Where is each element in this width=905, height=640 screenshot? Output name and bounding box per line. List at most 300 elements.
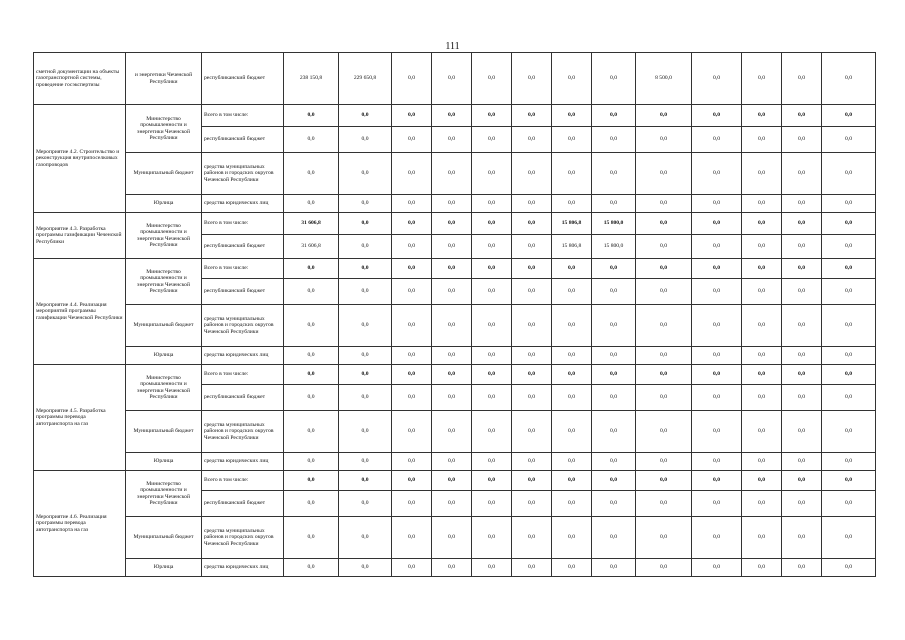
value-cell: 0,0 — [472, 559, 512, 577]
value-cell: 0,0 — [692, 453, 742, 471]
value-cell: 0,0 — [512, 53, 552, 105]
value-cell: 0,0 — [692, 279, 742, 305]
value-cell: 0,0 — [432, 195, 472, 213]
value-cell: 0,0 — [742, 471, 782, 491]
value-cell: 0,0 — [592, 195, 636, 213]
value-cell: 0,0 — [512, 471, 552, 491]
value-cell: 0,0 — [742, 153, 782, 195]
executor-cell: Министерство промышленности и энергетики Чеченской Республики — [126, 365, 202, 411]
executor-cell: Министерство промышленности и энергетики Чеченской Республики — [126, 105, 202, 153]
value-cell: 0,0 — [512, 411, 552, 453]
value-cell: 0,0 — [472, 411, 512, 453]
value-cell: 0,0 — [392, 105, 432, 127]
executor-cell: Юрлица — [126, 453, 202, 471]
value-cell: 0,0 — [782, 517, 822, 559]
value-cell: 0,0 — [822, 53, 876, 105]
value-cell: 0,0 — [592, 453, 636, 471]
funding-source-cell: средства муниципальных районов и городских округов Чеченской Республики — [202, 153, 284, 195]
value-cell: 0,0 — [552, 105, 592, 127]
value-cell: 0,0 — [552, 305, 592, 347]
value-cell: 0,0 — [552, 195, 592, 213]
value-cell: 0,0 — [512, 127, 552, 153]
value-cell: 238 150,8 — [284, 53, 339, 105]
value-cell: 0,0 — [284, 471, 339, 491]
page-number: 111 — [445, 41, 460, 52]
value-cell: 0,0 — [782, 411, 822, 453]
value-cell: 0,0 — [284, 279, 339, 305]
value-cell: 0,0 — [472, 153, 512, 195]
value-cell: 0,0 — [432, 491, 472, 517]
value-cell: 0,0 — [636, 559, 692, 577]
value-cell: 0,0 — [339, 305, 392, 347]
value-cell: 0,0 — [742, 305, 782, 347]
activity-cell: Мероприятие 4.5. Разработка программы перевода автотранспорта на газ — [34, 365, 126, 471]
value-cell: 0,0 — [339, 127, 392, 153]
value-cell: 0,0 — [636, 105, 692, 127]
value-cell: 0,0 — [284, 453, 339, 471]
funding-source-cell: республиканский бюджет — [202, 53, 284, 105]
value-cell: 229 650,8 — [339, 53, 392, 105]
table-row — [34, 153, 876, 195]
funding-source-cell: республиканский бюджет — [202, 385, 284, 411]
funding-source-cell: средства юридических лиц — [202, 559, 284, 577]
value-cell: 0,0 — [742, 491, 782, 517]
value-cell: 0,0 — [512, 559, 552, 577]
value-cell: 15 806,8 — [552, 213, 592, 235]
value-cell: 31 606,8 — [284, 213, 339, 235]
value-cell: 0,0 — [552, 127, 592, 153]
value-cell: 0,0 — [512, 105, 552, 127]
value-cell: 0,0 — [692, 491, 742, 517]
value-cell: 0,0 — [512, 213, 552, 235]
value-cell: 0,0 — [822, 195, 876, 213]
value-cell: 0,0 — [636, 195, 692, 213]
activity-cell: Мероприятие 4.3. Разработка программы газификации Чеченской Республики — [34, 213, 126, 259]
value-cell: 0,0 — [392, 305, 432, 347]
value-cell: 0,0 — [392, 411, 432, 453]
funding-source-cell: республиканский бюджет — [202, 279, 284, 305]
value-cell: 0,0 — [636, 347, 692, 365]
value-cell: 0,0 — [636, 127, 692, 153]
value-cell: 0,0 — [782, 153, 822, 195]
value-cell: 0,0 — [472, 279, 512, 305]
value-cell: 0,0 — [284, 305, 339, 347]
value-cell: 0,0 — [392, 453, 432, 471]
value-cell: 0,0 — [782, 471, 822, 491]
funding-source-cell: республиканский бюджет — [202, 127, 284, 153]
funding-source-cell: средства юридических лиц — [202, 453, 284, 471]
value-cell: 0,0 — [782, 279, 822, 305]
value-cell: 0,0 — [822, 471, 876, 491]
value-cell: 0,0 — [432, 235, 472, 259]
activity-cell: Мероприятие 4.2. Строительство и реконструкция внутрипоселковых газопроводов — [34, 105, 126, 213]
value-cell: 0,0 — [284, 127, 339, 153]
value-cell: 0,0 — [392, 259, 432, 279]
value-cell: 0,0 — [512, 305, 552, 347]
value-cell: 0,0 — [552, 491, 592, 517]
value-cell: 0,0 — [636, 517, 692, 559]
value-cell: 0,0 — [692, 347, 742, 365]
value-cell: 0,0 — [552, 347, 592, 365]
value-cell: 0,0 — [822, 491, 876, 517]
value-cell: 0,0 — [592, 347, 636, 365]
value-cell: 0,0 — [782, 235, 822, 259]
value-cell: 0,0 — [782, 559, 822, 577]
value-cell: 0,0 — [636, 305, 692, 347]
value-cell: 8 500,0 — [636, 53, 692, 105]
value-cell: 0,0 — [552, 517, 592, 559]
value-cell: 0,0 — [392, 559, 432, 577]
table-row — [34, 559, 876, 577]
activity-cell: Мероприятие 4.4. Реализация мероприятий программы газификации Чеченской Республики — [34, 259, 126, 365]
value-cell: 0,0 — [822, 559, 876, 577]
value-cell: 0,0 — [472, 213, 512, 235]
value-cell: 0,0 — [472, 127, 512, 153]
value-cell: 0,0 — [692, 235, 742, 259]
value-cell: 0,0 — [692, 471, 742, 491]
table-row — [34, 365, 876, 385]
value-cell: 0,0 — [742, 279, 782, 305]
table-row — [34, 411, 876, 453]
value-cell: 0,0 — [512, 235, 552, 259]
executor-cell: Юрлица — [126, 195, 202, 213]
value-cell: 0,0 — [636, 365, 692, 385]
value-cell: 0,0 — [472, 259, 512, 279]
value-cell: 0,0 — [636, 385, 692, 411]
value-cell: 0,0 — [782, 453, 822, 471]
value-cell: 0,0 — [432, 53, 472, 105]
value-cell: 0,0 — [392, 213, 432, 235]
value-cell: 0,0 — [742, 195, 782, 213]
value-cell: 0,0 — [339, 153, 392, 195]
value-cell: 0,0 — [512, 517, 552, 559]
value-cell: 0,0 — [692, 259, 742, 279]
executor-cell: Муниципальный бюджет — [126, 153, 202, 195]
value-cell: 0,0 — [284, 105, 339, 127]
value-cell: 0,0 — [742, 105, 782, 127]
executor-cell: Юрлица — [126, 559, 202, 577]
executor-cell: Муниципальный бюджет — [126, 517, 202, 559]
value-cell: 0,0 — [339, 235, 392, 259]
value-cell: 0,0 — [742, 365, 782, 385]
value-cell: 0,0 — [552, 471, 592, 491]
value-cell: 0,0 — [782, 305, 822, 347]
value-cell: 0,0 — [742, 517, 782, 559]
activity-cell: Мероприятие 4.6. Реализация программы перевода автотранспорта на газ — [34, 471, 126, 577]
value-cell: 0,0 — [432, 105, 472, 127]
value-cell: 0,0 — [284, 195, 339, 213]
value-cell: 0,0 — [822, 105, 876, 127]
value-cell: 0,0 — [392, 195, 432, 213]
value-cell: 0,0 — [432, 127, 472, 153]
value-cell: 0,0 — [432, 279, 472, 305]
value-cell: 0,0 — [822, 213, 876, 235]
value-cell: 0,0 — [822, 235, 876, 259]
value-cell: 0,0 — [432, 453, 472, 471]
funding-source-cell: Всего в том числе: — [202, 471, 284, 491]
value-cell: 0,0 — [552, 559, 592, 577]
executor-cell: Министерство промышленности и энергетики Чеченской Республики — [126, 259, 202, 305]
value-cell: 0,0 — [552, 279, 592, 305]
value-cell: 0,0 — [432, 305, 472, 347]
value-cell: 0,0 — [692, 559, 742, 577]
value-cell: 0,0 — [392, 385, 432, 411]
value-cell: 0,0 — [822, 453, 876, 471]
value-cell: 0,0 — [472, 491, 512, 517]
value-cell: 0,0 — [284, 517, 339, 559]
activity-cell: сметной документации на объекты газотранспортной системы, проведение госэкспертизы — [34, 53, 126, 105]
value-cell: 0,0 — [552, 153, 592, 195]
value-cell: 0,0 — [636, 235, 692, 259]
value-cell: 0,0 — [284, 385, 339, 411]
value-cell: 0,0 — [692, 305, 742, 347]
value-cell: 0,0 — [392, 53, 432, 105]
value-cell: 0,0 — [742, 385, 782, 411]
funding-source-cell: средства муниципальных районов и городских округов Чеченской Республики — [202, 411, 284, 453]
value-cell: 0,0 — [692, 385, 742, 411]
value-cell: 0,0 — [284, 365, 339, 385]
value-cell: 0,0 — [392, 491, 432, 517]
table-row — [34, 453, 876, 471]
value-cell: 0,0 — [284, 491, 339, 517]
value-cell: 0,0 — [822, 259, 876, 279]
value-cell: 0,0 — [742, 559, 782, 577]
value-cell: 0,0 — [692, 213, 742, 235]
value-cell: 0,0 — [636, 153, 692, 195]
table-row — [34, 305, 876, 347]
value-cell: 0,0 — [742, 411, 782, 453]
value-cell: 0,0 — [782, 491, 822, 517]
executor-cell: Министерство промышленности и энергетики Чеченской Республики — [126, 471, 202, 517]
value-cell: 0,0 — [636, 471, 692, 491]
value-cell: 0,0 — [432, 559, 472, 577]
value-cell: 0,0 — [692, 153, 742, 195]
value-cell: 0,0 — [392, 347, 432, 365]
funding-source-cell: средства юридических лиц — [202, 195, 284, 213]
value-cell: 0,0 — [392, 471, 432, 491]
value-cell: 0,0 — [472, 235, 512, 259]
value-cell: 0,0 — [472, 305, 512, 347]
value-cell: 0,0 — [822, 411, 876, 453]
table-row — [34, 517, 876, 559]
value-cell: 0,0 — [636, 491, 692, 517]
value-cell: 0,0 — [392, 153, 432, 195]
value-cell: 0,0 — [339, 365, 392, 385]
value-cell: 0,0 — [822, 365, 876, 385]
value-cell: 0,0 — [284, 411, 339, 453]
budget-table — [33, 52, 876, 577]
value-cell: 0,0 — [512, 365, 552, 385]
value-cell: 0,0 — [822, 127, 876, 153]
value-cell: 0,0 — [636, 213, 692, 235]
value-cell: 0,0 — [782, 127, 822, 153]
value-cell: 0,0 — [592, 53, 636, 105]
value-cell: 0,0 — [822, 305, 876, 347]
value-cell: 0,0 — [392, 365, 432, 385]
value-cell: 0,0 — [472, 365, 512, 385]
value-cell: 0,0 — [692, 127, 742, 153]
funding-source-cell: Всего в том числе: — [202, 259, 284, 279]
value-cell: 0,0 — [742, 453, 782, 471]
value-cell: 0,0 — [742, 347, 782, 365]
funding-source-cell: Всего в том числе: — [202, 365, 284, 385]
value-cell: 0,0 — [636, 411, 692, 453]
value-cell: 31 606,8 — [284, 235, 339, 259]
value-cell: 0,0 — [339, 471, 392, 491]
value-cell: 0,0 — [742, 127, 782, 153]
value-cell: 0,0 — [339, 347, 392, 365]
value-cell: 0,0 — [552, 453, 592, 471]
value-cell: 0,0 — [552, 365, 592, 385]
value-cell: 0,0 — [782, 347, 822, 365]
value-cell: 0,0 — [472, 385, 512, 411]
value-cell: 0,0 — [284, 347, 339, 365]
value-cell: 0,0 — [432, 213, 472, 235]
value-cell: 0,0 — [512, 153, 552, 195]
value-cell: 0,0 — [592, 305, 636, 347]
value-cell: 0,0 — [782, 53, 822, 105]
value-cell: 0,0 — [339, 517, 392, 559]
value-cell: 0,0 — [432, 153, 472, 195]
table-row — [34, 53, 876, 105]
executor-cell: Муниципальный бюджет — [126, 411, 202, 453]
value-cell: 0,0 — [392, 235, 432, 259]
value-cell: 0,0 — [636, 453, 692, 471]
value-cell: 0,0 — [339, 279, 392, 305]
value-cell: 0,0 — [782, 385, 822, 411]
value-cell: 0,0 — [592, 411, 636, 453]
value-cell: 0,0 — [692, 105, 742, 127]
value-cell: 0,0 — [512, 491, 552, 517]
value-cell: 0,0 — [339, 491, 392, 517]
value-cell: 0,0 — [692, 411, 742, 453]
value-cell: 0,0 — [692, 195, 742, 213]
value-cell: 0,0 — [822, 279, 876, 305]
executor-cell: Министерство промышленности и энергетики Чеченской Республики — [126, 213, 202, 259]
value-cell: 0,0 — [472, 453, 512, 471]
value-cell: 0,0 — [284, 259, 339, 279]
executor-cell: и энергетики Чеченской Республики — [126, 53, 202, 105]
value-cell: 0,0 — [552, 259, 592, 279]
executor-cell: Юрлица — [126, 347, 202, 365]
value-cell: 0,0 — [472, 53, 512, 105]
value-cell: 0,0 — [782, 365, 822, 385]
value-cell: 0,0 — [284, 559, 339, 577]
value-cell: 0,0 — [592, 365, 636, 385]
executor-cell: Муниципальный бюджет — [126, 305, 202, 347]
value-cell: 0,0 — [822, 385, 876, 411]
value-cell: 0,0 — [742, 53, 782, 105]
value-cell: 0,0 — [592, 491, 636, 517]
value-cell: 0,0 — [782, 259, 822, 279]
value-cell: 0,0 — [512, 279, 552, 305]
funding-source-cell: средства юридических лиц — [202, 347, 284, 365]
funding-source-cell: средства муниципальных районов и городских округов Чеченской Республики — [202, 517, 284, 559]
value-cell: 0,0 — [692, 365, 742, 385]
value-cell: 0,0 — [472, 517, 512, 559]
value-cell: 0,0 — [592, 105, 636, 127]
value-cell: 0,0 — [339, 559, 392, 577]
value-cell: 0,0 — [822, 153, 876, 195]
value-cell: 0,0 — [472, 195, 512, 213]
value-cell: 0,0 — [432, 347, 472, 365]
value-cell: 15 800,0 — [592, 235, 636, 259]
value-cell: 0,0 — [512, 453, 552, 471]
value-cell: 0,0 — [592, 153, 636, 195]
value-cell: 0,0 — [552, 385, 592, 411]
value-cell: 0,0 — [822, 517, 876, 559]
value-cell: 15 806,8 — [552, 235, 592, 259]
value-cell: 0,0 — [592, 279, 636, 305]
value-cell: 0,0 — [552, 53, 592, 105]
value-cell: 0,0 — [432, 259, 472, 279]
value-cell: 0,0 — [392, 517, 432, 559]
funding-source-cell: республиканский бюджет — [202, 491, 284, 517]
value-cell: 0,0 — [742, 259, 782, 279]
value-cell: 0,0 — [782, 195, 822, 213]
value-cell: 0,0 — [432, 471, 472, 491]
value-cell: 0,0 — [592, 385, 636, 411]
value-cell: 0,0 — [742, 235, 782, 259]
value-cell: 0,0 — [512, 347, 552, 365]
value-cell: 0,0 — [432, 411, 472, 453]
value-cell: 0,0 — [339, 259, 392, 279]
table-row — [34, 471, 876, 491]
value-cell: 0,0 — [512, 259, 552, 279]
value-cell: 0,0 — [822, 347, 876, 365]
funding-source-cell: республиканский бюджет — [202, 235, 284, 259]
value-cell: 0,0 — [552, 411, 592, 453]
value-cell: 0,0 — [472, 105, 512, 127]
funding-source-cell: средства муниципальных районов и городских округов Чеченской Республики — [202, 305, 284, 347]
value-cell: 0,0 — [636, 279, 692, 305]
value-cell: 0,0 — [782, 105, 822, 127]
value-cell: 0,0 — [339, 385, 392, 411]
value-cell: 0,0 — [339, 195, 392, 213]
value-cell: 0,0 — [692, 517, 742, 559]
value-cell: 0,0 — [592, 259, 636, 279]
value-cell: 0,0 — [592, 517, 636, 559]
value-cell: 0,0 — [472, 347, 512, 365]
value-cell: 0,0 — [339, 213, 392, 235]
value-cell: 0,0 — [432, 365, 472, 385]
value-cell: 0,0 — [472, 471, 512, 491]
value-cell: 0,0 — [592, 127, 636, 153]
value-cell: 0,0 — [742, 213, 782, 235]
value-cell: 0,0 — [636, 259, 692, 279]
value-cell: 0,0 — [392, 279, 432, 305]
value-cell: 0,0 — [512, 385, 552, 411]
value-cell: 0,0 — [782, 213, 822, 235]
value-cell: 0,0 — [339, 105, 392, 127]
table-row — [34, 347, 876, 365]
table-row — [34, 195, 876, 213]
funding-source-cell: Всего в том числе: — [202, 213, 284, 235]
value-cell: 15 800,0 — [592, 213, 636, 235]
value-cell: 0,0 — [432, 517, 472, 559]
table-row — [34, 105, 876, 127]
value-cell: 0,0 — [592, 559, 636, 577]
value-cell: 0,0 — [339, 411, 392, 453]
value-cell: 0,0 — [432, 385, 472, 411]
value-cell: 0,0 — [512, 195, 552, 213]
value-cell: 0,0 — [692, 53, 742, 105]
value-cell: 0,0 — [284, 153, 339, 195]
table-row — [34, 213, 876, 235]
value-cell: 0,0 — [592, 471, 636, 491]
funding-source-cell: Всего в том числе: — [202, 105, 284, 127]
table-row — [34, 259, 876, 279]
